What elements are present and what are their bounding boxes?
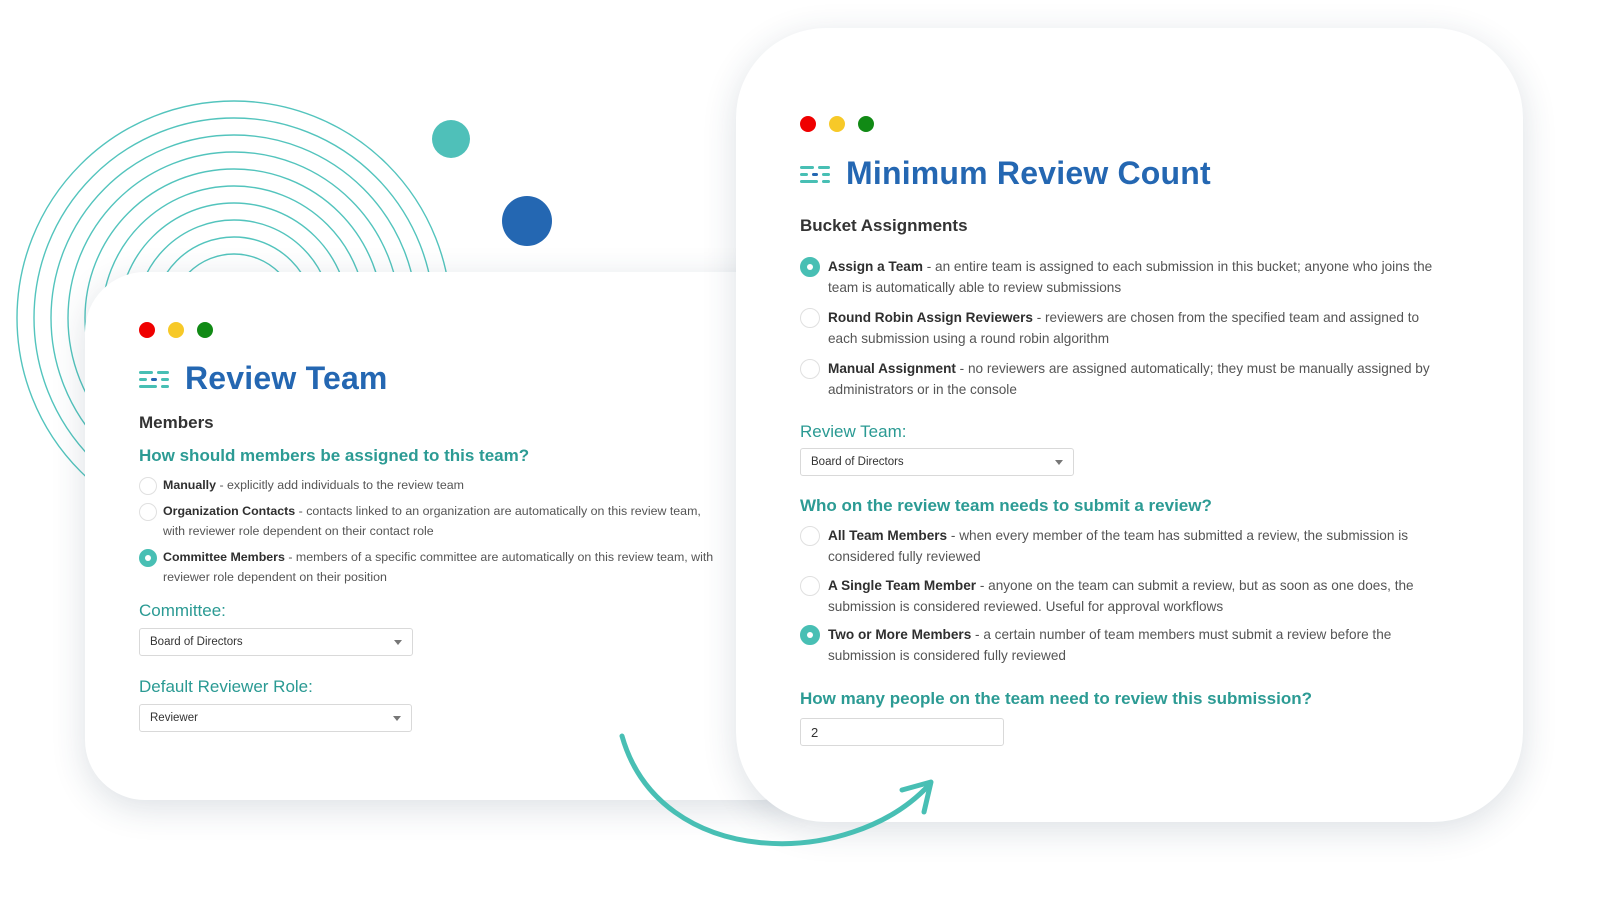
reviewer-role-select[interactable]: [139, 704, 412, 732]
option-description: - members of a specific committee are automatically on this review team, with reviewer role dependent on their position: [163, 550, 714, 584]
radio-committee-members[interactable]: [139, 549, 157, 567]
radio-all-team-members[interactable]: [800, 526, 820, 546]
radio-manually[interactable]: [139, 477, 157, 495]
minimize-dot-icon[interactable]: [168, 322, 184, 338]
close-dot-icon[interactable]: [139, 322, 155, 338]
maximize-dot-icon[interactable]: [197, 322, 213, 338]
option-description: - when every member of the team has submitted a review, the submission is considered fully reviewed: [828, 528, 1409, 564]
radio-two-or-more-members[interactable]: [800, 625, 820, 645]
option-all-team-members[interactable]: [800, 525, 1440, 567]
review-team-select[interactable]: [800, 448, 1074, 476]
maximize-dot-icon[interactable]: [858, 116, 874, 132]
close-dot-icon[interactable]: [800, 116, 816, 132]
option-assign-a-team[interactable]: [800, 256, 1440, 298]
assign-question: How should members be assigned to this team?: [139, 446, 530, 465]
option-single-team-member[interactable]: [800, 575, 1440, 617]
default-reviewer-role-label: Default Reviewer Role:: [139, 677, 313, 696]
option-label: Manually: [163, 478, 217, 492]
option-label: Committee Members: [163, 550, 285, 564]
review-count-input[interactable]: [800, 718, 1004, 746]
committee-select-value: Board of Directors: [150, 636, 243, 648]
option-description: - a certain number of team members must submit a review before the submission is considered fully reviewed: [828, 627, 1392, 663]
option-committee-members[interactable]: [139, 548, 719, 587]
review-team-window: [85, 272, 820, 800]
members-heading: Members: [139, 413, 214, 432]
radio-organization-contacts[interactable]: [139, 503, 157, 521]
committee-select[interactable]: [139, 628, 413, 656]
option-description: - contacts linked to an organization are automatically on this review team, with reviewer role dependent on their contact role: [163, 504, 701, 538]
option-label: Assign a Team: [828, 259, 923, 274]
option-label: Two or More Members: [828, 627, 972, 642]
teal-dot: [432, 120, 470, 158]
option-description: - an entire team is assigned to each submission in this bucket; anyone who joins the team is automatically able to review submissions: [828, 259, 1433, 295]
page-title: Minimum Review Count: [846, 155, 1211, 191]
option-label: A Single Team Member: [828, 578, 977, 593]
bucket-assignments-heading: Bucket Assignments: [800, 216, 968, 235]
review-team-label: Review Team:: [800, 422, 907, 441]
option-label: All Team Members: [828, 528, 948, 543]
window-controls: [800, 116, 874, 132]
review-team-select-value: Board of Directors: [811, 456, 904, 468]
chevron-down-icon: [393, 716, 401, 721]
review-count-value: 2: [811, 724, 819, 740]
radio-round-robin[interactable]: [800, 308, 820, 328]
option-description: - explicitly add individuals to the review team: [216, 478, 464, 492]
minimum-review-count-header: [800, 155, 1211, 192]
who-submits-question: Who on the review team needs to submit a review?: [800, 496, 1212, 515]
radio-single-team-member[interactable]: [800, 576, 820, 596]
option-description: - reviewers are chosen from the specified team and assigned to each submission using a round robin algorithm: [828, 310, 1420, 346]
option-description: - anyone on the team can submit a review, but as soon as one does, the submission is considered reviewed. Useful for approval workflows: [828, 578, 1414, 614]
minimum-review-count-window: [736, 28, 1523, 822]
option-manual-assignment[interactable]: [800, 358, 1440, 400]
window-controls: [139, 322, 213, 338]
option-organization-contacts[interactable]: [139, 502, 719, 541]
option-description: - no reviewers are assigned automatically; they must be manually assigned by administrators or in the console: [828, 361, 1430, 397]
reviewer-role-select-value: Reviewer: [150, 712, 198, 724]
settings-sliders-icon: [139, 369, 169, 389]
review-count-question: How many people on the team need to review this submission?: [800, 689, 1312, 708]
option-label: Round Robin Assign Reviewers: [828, 310, 1033, 325]
radio-assign-a-team[interactable]: [800, 257, 820, 277]
option-label: Organization Contacts: [163, 504, 296, 518]
page-title: Review Team: [185, 360, 388, 396]
blue-dot: [502, 196, 552, 246]
option-two-or-more-members[interactable]: [800, 624, 1440, 666]
review-team-header: [139, 360, 388, 397]
radio-manual-assignment[interactable]: [800, 359, 820, 379]
chevron-down-icon: [394, 640, 402, 645]
option-manually[interactable]: [139, 476, 719, 496]
option-round-robin[interactable]: [800, 307, 1440, 349]
minimize-dot-icon[interactable]: [829, 116, 845, 132]
settings-sliders-icon: [800, 164, 830, 184]
chevron-down-icon: [1055, 460, 1063, 465]
option-label: Manual Assignment: [828, 361, 956, 376]
committee-label: Committee:: [139, 601, 226, 620]
